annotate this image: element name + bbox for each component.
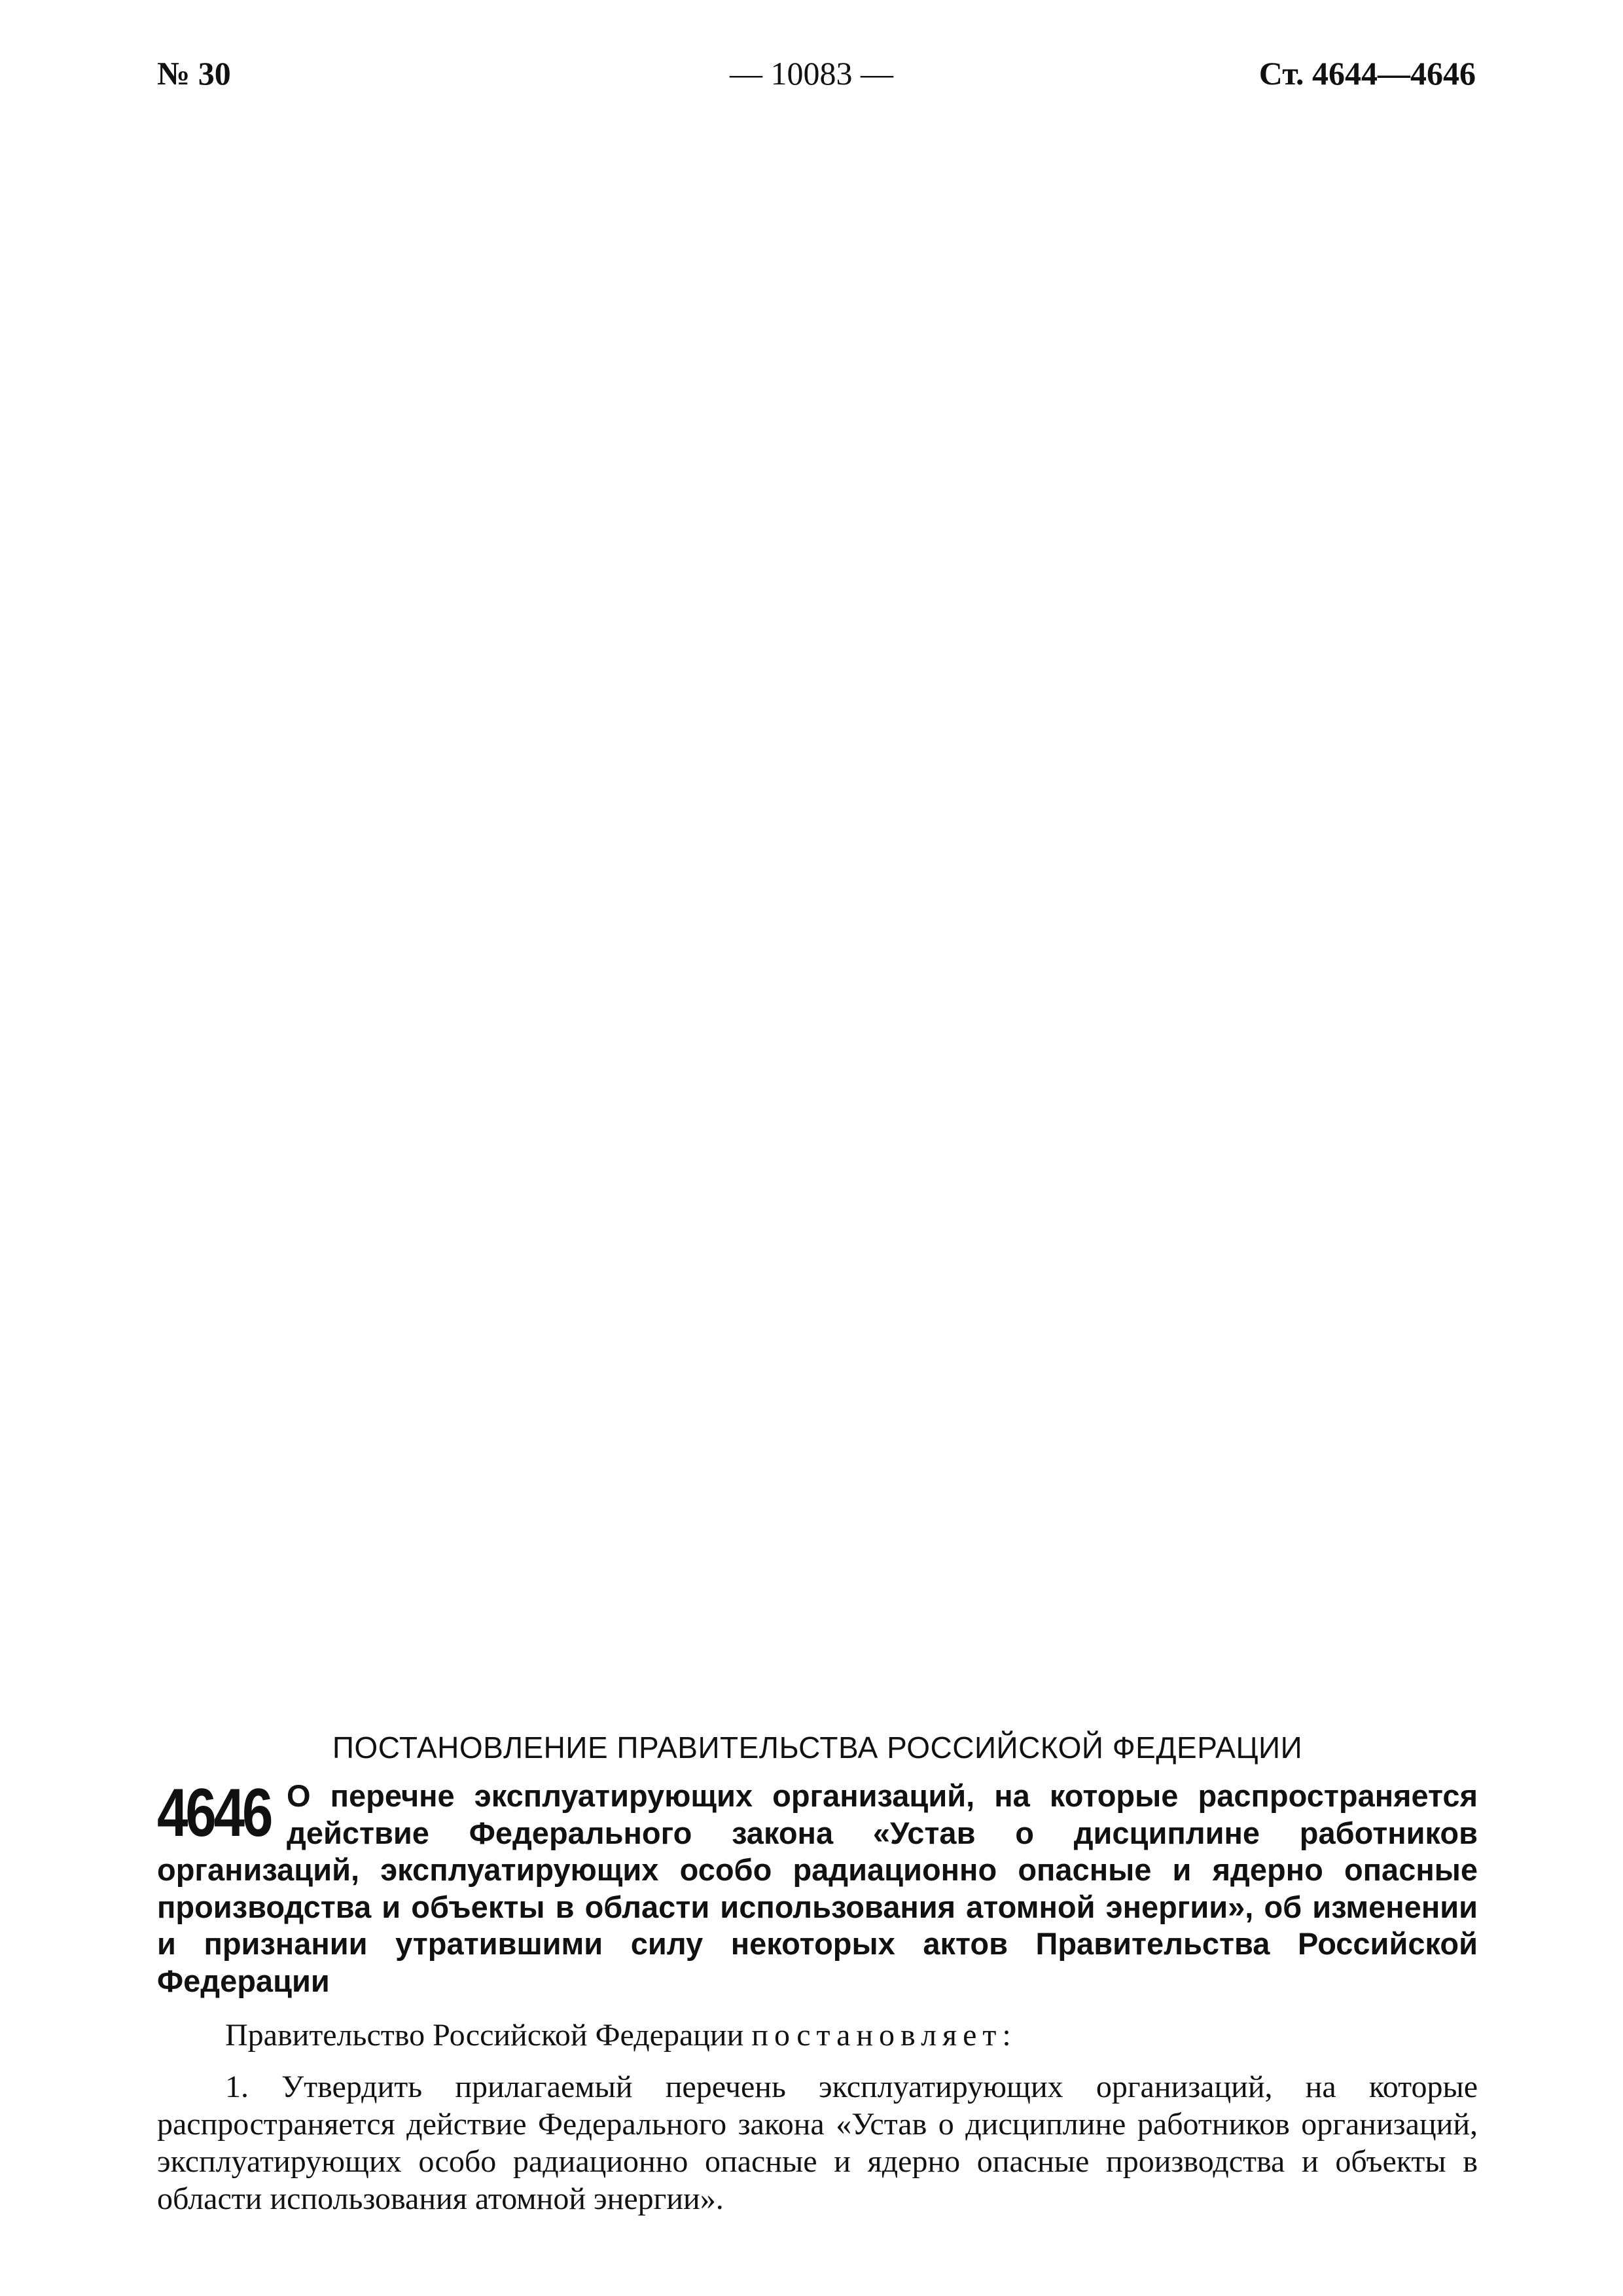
resolution-section	[157, 1728, 1478, 2217]
resolution-title-block	[157, 1775, 1478, 2000]
item-1: 1. Утвердить прилагаемый перечень эксплуатирующих организаций, на которые распространяется действие Федерального закона «Устав о дисциплине работников организаций, эксплуатирующих особо радиационно опасные и ядерно опасные производства и объекты в области использования атомной энергии».	[157, 2070, 1478, 2216]
page-number: — 10083 —	[730, 55, 893, 92]
document-number: 4646	[157, 1775, 271, 1851]
preamble-verb: постановляет:	[751, 2018, 1017, 2053]
preamble	[157, 2017, 1478, 2054]
resolution-type-heading: ПОСТАНОВЛЕНИЕ ПРАВИТЕЛЬСТВА РОССИЙСКОЙ ФЕДЕРАЦИИ	[332, 1731, 1303, 1765]
article-range: Ст. 4644—4646	[1258, 55, 1476, 92]
resolution-title: О перечне эксплуатирующих организаций, на которые распространяется действие Федерального закона «Устав о дисциплине работников организаций, эксплуатирующих особо радиационно опасные и ядерно опасные производства и объекты в области использования атомной энергии», об изменении и признании утратившими силу некоторых актов Правительства Российской Федерации	[157, 1778, 1478, 1998]
issue-number: № 30	[157, 55, 231, 92]
preamble-lead: Правительство Российской Федерации	[225, 2018, 744, 2053]
